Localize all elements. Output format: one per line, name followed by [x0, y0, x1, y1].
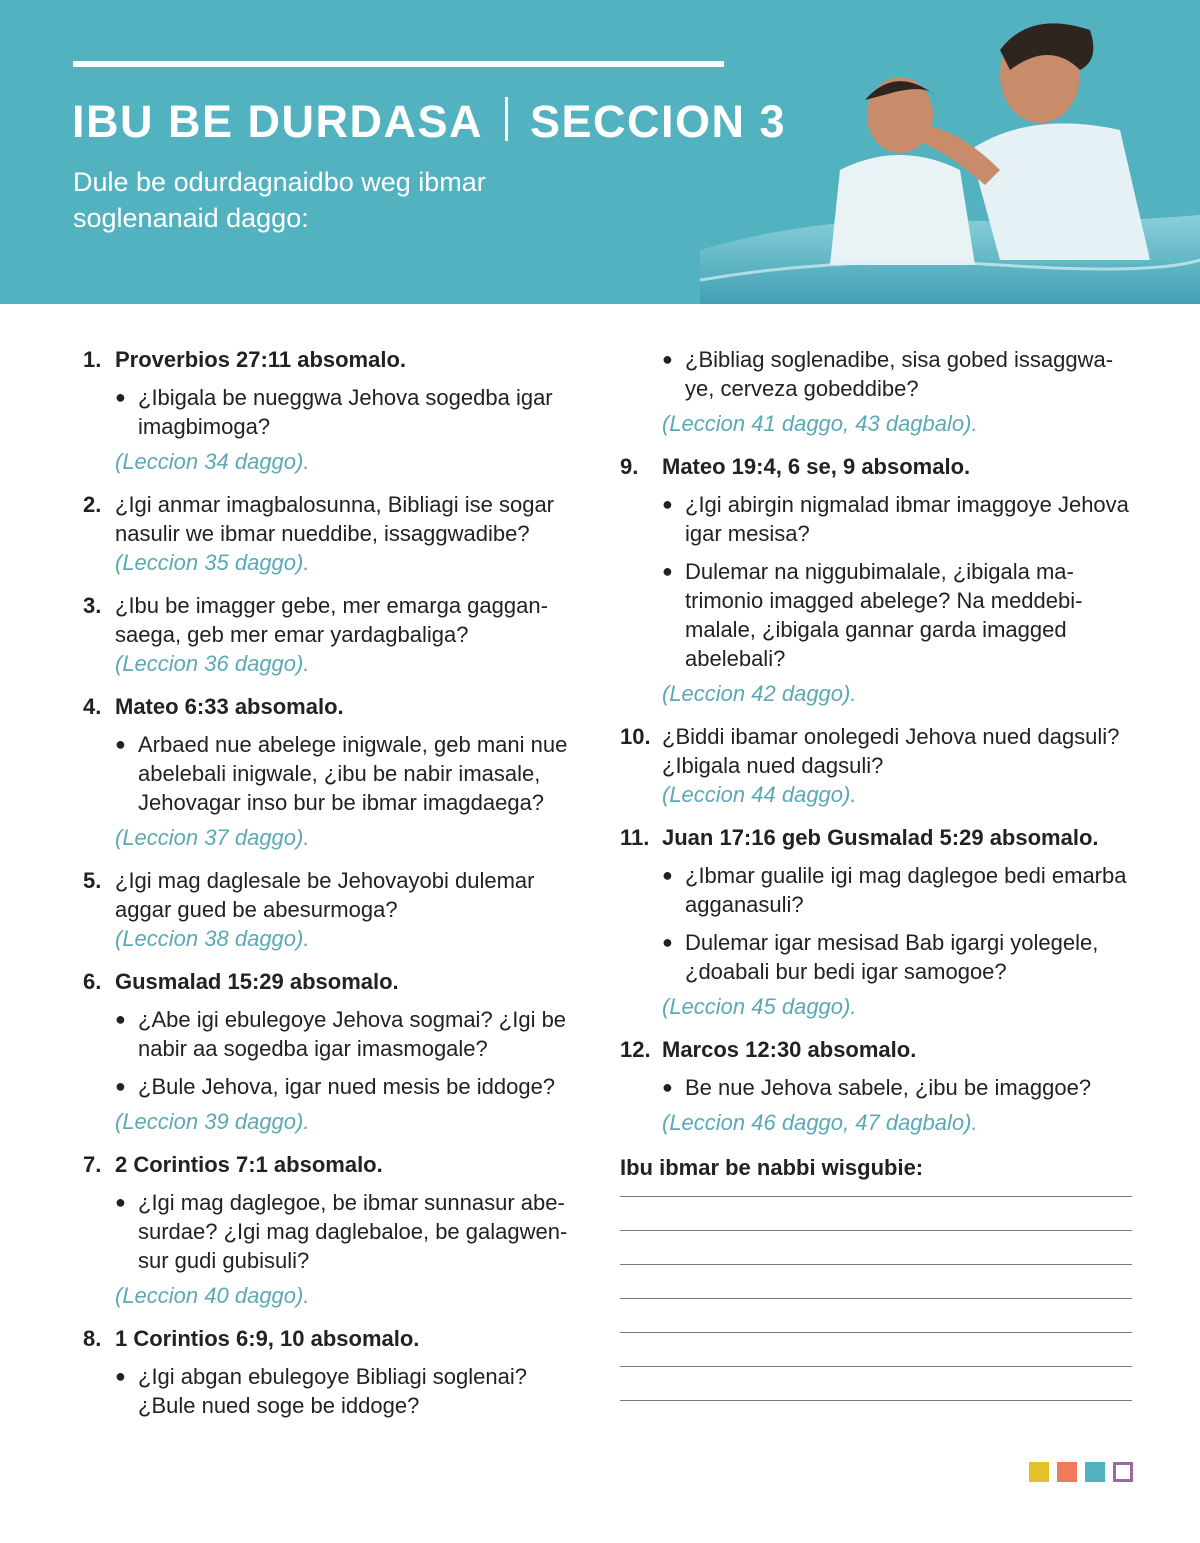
question-item: [83, 1324, 588, 1353]
bullet-item: [83, 1188, 588, 1275]
bullet-text: ¿Ibmar gualile igi mag daglegoe bedi emarba agganasuli?: [685, 863, 1127, 917]
question-item: [620, 722, 1135, 780]
bullet-text: ¿Ibigala be nueggwa Jehova sogedba igar imagbimoga?: [138, 385, 553, 439]
bullet-text: ¿Bibliag soglenadibe, sisa gobed issaggwaye, cerveza gobeddibe?: [685, 347, 1114, 401]
bullet-icon: ●: [662, 865, 673, 885]
bullet-item: [620, 861, 1135, 919]
bullet-icon: ●: [662, 561, 673, 581]
question-item: [620, 823, 1135, 852]
lesson-reference: (Leccion 37 daggo).: [115, 825, 310, 850]
question-text: ¿Igi mag daglesale be Jehovayobi dulemar aggar gued be abesurmoga?: [115, 868, 535, 922]
question-item: [83, 591, 588, 649]
baptism-illustration: [700, 0, 1200, 304]
note-line[interactable]: [620, 1400, 1132, 1401]
bullet-text: ¿Igi abgan ebulegoye Bibliagi soglenai? ¿Bule nued soge be iddoge?: [138, 1364, 527, 1418]
bullet-text: Arbaed nue abelege inigwale, geb mani nue abelebali inigwale, ¿ibu be nabir imasale, Jehovagar inso bur be ibmar imagdaega?: [138, 732, 568, 815]
bullet-item: [83, 730, 588, 817]
lesson-reference: (Leccion 39 daggo).: [115, 1109, 310, 1134]
question-number: 8.: [83, 1326, 102, 1351]
bullet-text: Dulemar igar mesisad Bab igargi yolegele, ¿doabali bur bedi igar samogoe?: [685, 930, 1099, 984]
title-main: IBU BE DURDASA: [72, 96, 484, 147]
left-column: [83, 345, 588, 1420]
question-item: [83, 692, 588, 721]
lesson-reference: (Leccion 35 daggo).: [115, 550, 310, 575]
question-item: [620, 1035, 1135, 1064]
bullet-icon: ●: [115, 734, 126, 754]
question-number: 9.: [620, 454, 639, 479]
bullet-text: Dulemar na niggubimalale, ¿ibigala matrimonio imagged abelege? Na meddebimalale, ¿ibigala gannar garda imagged abelebali?: [685, 559, 1083, 671]
bullet-item: [620, 1073, 1135, 1102]
bullet-item: [620, 928, 1135, 986]
note-line[interactable]: [620, 1298, 1132, 1299]
title-divider: [505, 97, 508, 141]
bullet-text: ¿Igi abirgin nigmalad ibmar imaggoye Jehova igar mesisa?: [685, 492, 1129, 546]
bullet-item: [83, 1072, 588, 1101]
question-number: 1.: [83, 347, 102, 372]
bullet-item: [83, 1005, 588, 1063]
page-title: [72, 96, 786, 148]
question-text: Marcos 12:30 absomalo.: [662, 1037, 917, 1062]
question-item: [83, 490, 588, 548]
bullet-item: [83, 1362, 588, 1420]
lesson-reference: (Leccion 45 daggo).: [662, 994, 857, 1019]
question-number: 2.: [83, 492, 102, 517]
question-number: 4.: [83, 694, 102, 719]
question-text: ¿Igi anmar imagbalosunna, Bibliagi ise sogar nasulir we ibmar nueddibe, issaggwadibe?: [115, 492, 555, 546]
bullet-item: [620, 490, 1135, 548]
indicator-square-1: [1029, 1462, 1049, 1482]
page-subtitle: Dule be odurdagnaidbo weg ibmar soglenanaid daggo:: [73, 167, 486, 233]
bullet-icon: ●: [662, 349, 673, 369]
question-number: 7.: [83, 1152, 102, 1177]
bullet-icon: ●: [115, 1076, 126, 1096]
header-rule: [73, 61, 724, 67]
lesson-reference: (Leccion 40 daggo).: [115, 1283, 310, 1308]
indicator-square-2: [1057, 1462, 1077, 1482]
question-number: 5.: [83, 868, 102, 893]
note-line[interactable]: [620, 1332, 1132, 1333]
question-item: [83, 967, 588, 996]
bullet-item: [83, 383, 588, 441]
right-column: [620, 345, 1135, 1401]
question-item: [620, 452, 1135, 481]
bullet-text: Be nue Jehova sabele, ¿ibu be imaggoe?: [685, 1075, 1092, 1100]
bullet-icon: ●: [662, 1077, 673, 1097]
note-line[interactable]: [620, 1230, 1132, 1231]
question-text: Juan 17:16 geb Gusmalad 5:29 absomalo.: [662, 825, 1099, 850]
bullet-icon: ●: [115, 1009, 126, 1029]
question-text: Mateo 6:33 absomalo.: [115, 694, 344, 719]
question-item: [83, 345, 588, 374]
bullet-item: [620, 345, 1135, 403]
question-number: 12.: [620, 1037, 651, 1062]
lesson-reference: (Leccion 34 daggo).: [115, 449, 310, 474]
question-item: [83, 866, 588, 924]
bullet-icon: ●: [662, 932, 673, 952]
section-indicator: [1029, 1462, 1133, 1482]
bullet-icon: ●: [115, 387, 126, 407]
lesson-reference: (Leccion 42 daggo).: [662, 681, 857, 706]
question-text: 2 Corintios 7:1 absomalo.: [115, 1152, 383, 1177]
lesson-reference: (Leccion 41 daggo, 43 dagbalo).: [662, 411, 978, 436]
bullet-text: ¿Igi mag daglegoe, be ibmar sunnasur abesurdae? ¿Igi mag daglebaloe, be galagwensur gudi gubisuli?: [138, 1190, 568, 1273]
notes-heading: Ibu ibmar be nabbi wisgubie:: [620, 1155, 924, 1180]
bullet-icon: ●: [115, 1366, 126, 1386]
lesson-reference: (Leccion 36 daggo).: [115, 651, 310, 676]
note-line[interactable]: [620, 1196, 1132, 1197]
question-number: 10.: [620, 724, 651, 749]
question-text: ¿Biddi ibamar onolegedi Jehova nued dagsuli? ¿Ibigala nued dagsuli?: [662, 724, 1120, 778]
note-line[interactable]: [620, 1366, 1132, 1367]
question-number: 6.: [83, 969, 102, 994]
lesson-reference: (Leccion 44 daggo).: [662, 782, 857, 807]
question-item: [83, 1150, 588, 1179]
title-section: SECCION 3: [530, 96, 787, 147]
lesson-reference: (Leccion 46 daggo, 47 dagbalo).: [662, 1110, 978, 1135]
question-text: Mateo 19:4, 6 se, 9 absomalo.: [662, 454, 971, 479]
header-banner: [0, 0, 1200, 304]
bullet-text: ¿Abe igi ebulegoye Jehova sogmai? ¿Igi be nabir aa sogedba igar imasmogale?: [138, 1007, 567, 1061]
bullet-icon: ●: [662, 494, 673, 514]
bullet-icon: ●: [115, 1192, 126, 1212]
question-text: Proverbios 27:11 absomalo.: [115, 347, 407, 372]
question-text: 1 Corintios 6:9, 10 absomalo.: [115, 1326, 420, 1351]
notes-lines: [620, 1196, 1135, 1401]
indicator-square-3: [1085, 1462, 1105, 1482]
bullet-item: [620, 557, 1135, 673]
question-number: 11.: [620, 825, 650, 850]
note-line[interactable]: [620, 1264, 1132, 1265]
question-text: ¿Ibu be imagger gebe, mer emarga gaggansaega, geb mer emar yardagbaliga?: [115, 593, 548, 647]
indicator-square-4-current: [1113, 1462, 1133, 1482]
question-number: 3.: [83, 593, 102, 618]
lesson-reference: (Leccion 38 daggo).: [115, 926, 310, 951]
bullet-text: ¿Bule Jehova, igar nued mesis be iddoge?: [138, 1074, 556, 1099]
question-text: Gusmalad 15:29 absomalo.: [115, 969, 399, 994]
